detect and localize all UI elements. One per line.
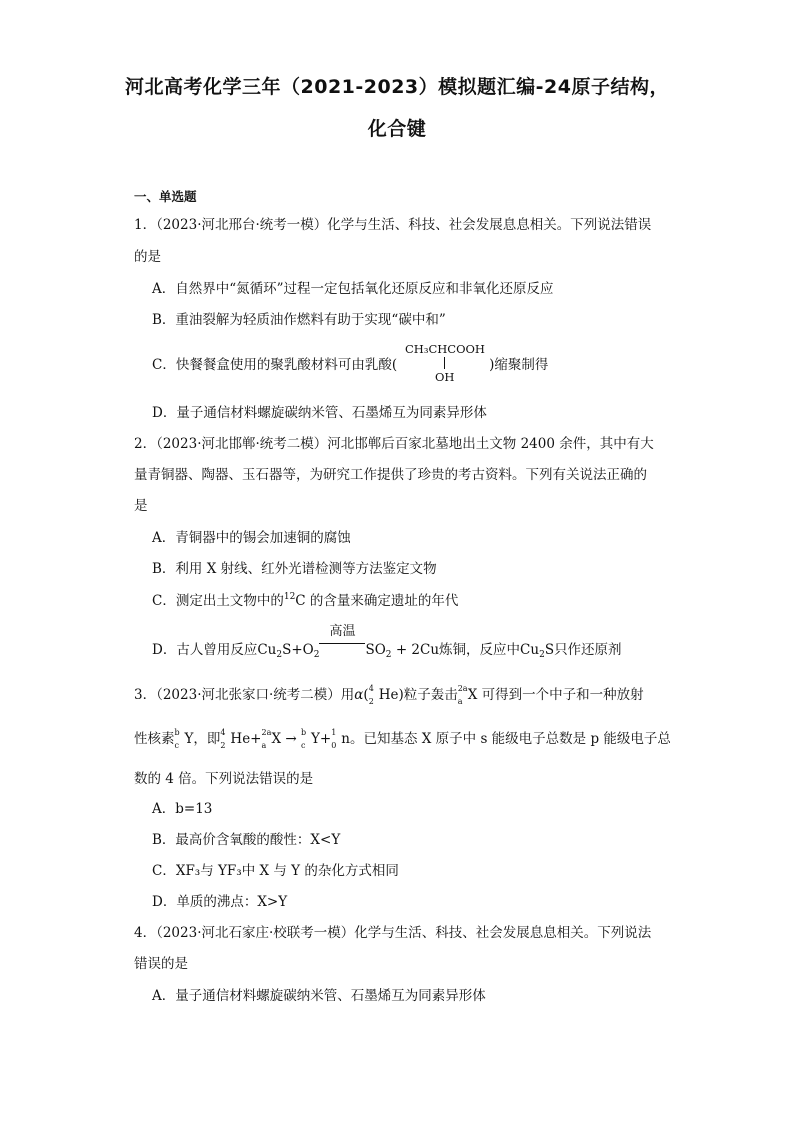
nuclide-x: 2a a [457,684,468,706]
equation-products: $SO_2 + 2Cu$ [365,642,440,660]
q2-option-a: A．青铜器中的锡会加速铜的腐蚀 [152,530,351,546]
q2-option-d-mid: 炼铜，反应中 [439,642,521,658]
q4-stem-line-1: 4．（2023·河北石家庄·校联考一模）化学与生活、科技、社会发展息息相关。下列说法 [134,925,652,941]
q3-stem2-mid: Y，即 [184,731,221,747]
q2-option-c-text: C．测定出土文物中的 [152,593,284,609]
q3-option-a: A．b=13 [152,801,213,817]
q2-option-c [152,589,458,609]
q3-stem-mid: 粒子轰击 [403,687,458,703]
bond-line [444,357,445,369]
q1-option-a: A．自然界中“氮循环”过程一定包括氧化还原反应和非氧化还原反应 [152,281,554,297]
q1-stem-line-1: 1．（2023·河北邢台·统考一模）化学与生活、科技、社会发展息息相关。下列说法错误 [134,217,652,233]
q2-option-d-text: D．古人曾用反应 [152,642,258,658]
document-title-line-2: 化合键 [367,118,427,140]
nuclear-equation: 4 2 He+ 2a a X → b c Y+ 1 0 n [220,728,350,750]
q1-option-d: D．量子通信材料螺旋碳纳米管、石墨烯互为同素异形体 [152,405,487,421]
q3-stem-line-2 [134,727,671,750]
q3-stem-text: 3．（2023·河北张家口·统考二模）用 [134,687,355,703]
cu2s-formula: $Cu_2S$ [520,642,555,660]
q2-stem-line-3: 是 [134,498,148,514]
nuclide-y: b c [174,728,180,750]
alpha-particle: α( 4 2 He) [354,684,404,706]
hydroxyl-group: OH [435,370,455,384]
q3-stem2-tail: 。已知基态 X 原子中 s 能级电子总数是 p 能级电子总 [349,731,671,747]
equation-reactants: $Cu_2S+O_2$ [257,642,320,660]
reaction-condition: 高温 [319,634,365,652]
q3-stem2-text: 性核素 [134,731,175,747]
q3-option-c: C．XF₃与 YF₃中 X 与 Y 的杂化方式相同 [152,863,399,879]
q2-option-b: B．利用 X 射线、红外光谱检测等方法鉴定文物 [152,561,437,577]
q2-option-d [152,624,622,660]
q4-option-a: A．量子通信材料螺旋碳纳米管、石墨烯互为同素异形体 [152,988,486,1004]
carbon-mass-number: 12 [283,592,296,602]
q2-stem-line-1: 2．（2023·河北邯郸·统考二模）河北邯郸后百家北墓地出土文物 2400 余件，其中有大 [134,436,654,452]
q3-stem-line-1 [134,683,644,706]
lactic-acid-structure [405,342,500,386]
q3-option-b: B．最高价含氧酸的酸性：X<Y [152,832,341,848]
lactic-acid-chain: CH₃CHCOOH [405,342,485,356]
q2-option-c-tail: C 的含量来确定遗址的年代 [295,593,459,609]
q3-stem-line-3: 数的 4 倍。下列说法错误的是 [134,771,314,787]
q4-stem-line-2: 错误的是 [134,956,188,972]
q3-option-d: D．单质的沸点：X>Y [152,894,288,910]
q1-option-c-tail: )缩聚制得 [489,357,549,373]
q1-option-b: B．重油裂解为轻质油作燃料有助于实现“碳中和” [152,312,446,328]
q1-option-c-text: C．快餐餐盒使用的聚乳酸材料可由乳酸( [152,357,398,373]
q2-option-d-tail: 只作还原剂 [554,642,622,658]
q3-stem-tail: X 可得到一个中子和一种放射 [467,687,644,703]
q1-stem-line-2: 的是 [134,249,161,265]
q2-stem-line-2: 量青铜器、陶器、玉石器等，为研究工作提供了珍贵的考古资料。下列有关说法正确的 [134,467,647,483]
section-heading: 一、单选题 [134,189,197,204]
document-title-line-1: 河北高考化学三年（2021-2023）模拟题汇编-24原子结构， [125,76,669,98]
